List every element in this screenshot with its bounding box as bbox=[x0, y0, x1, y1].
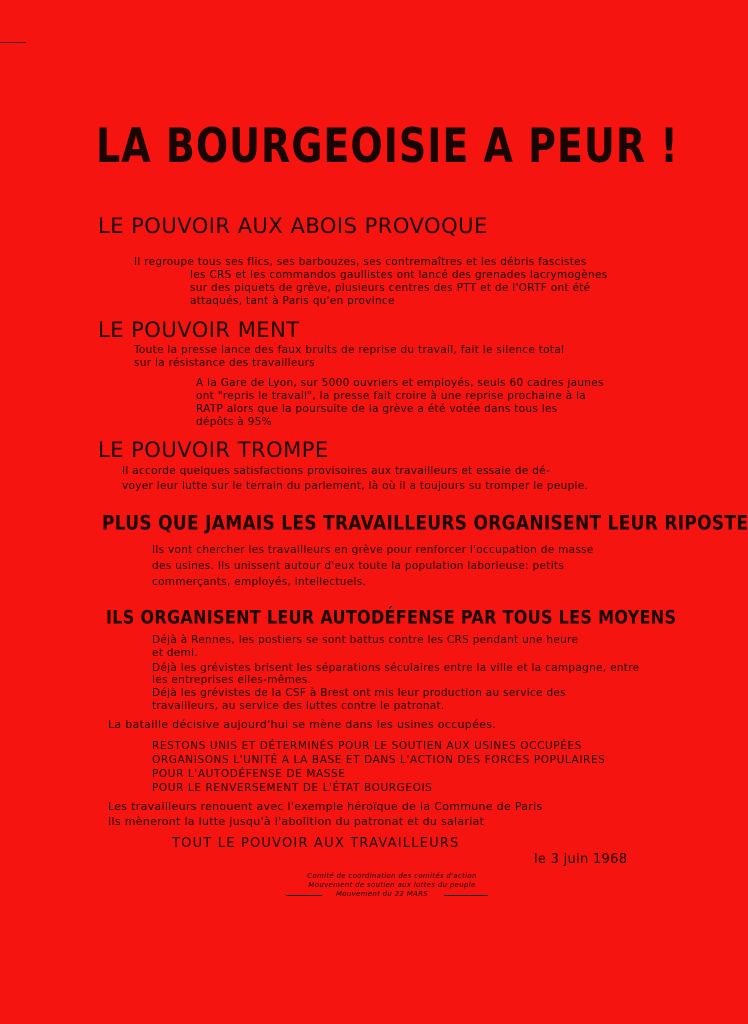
slogan: ORGANISONS L'UNITÉ A LA BASE ET DANS L'ACTION DES FORCES POPULAIRES bbox=[152, 754, 606, 766]
slogan: RESTONS UNIS ET DÉTERMINÉS POUR LE SOUTIEN AUX USINES OCCUPÉES bbox=[152, 740, 582, 752]
slogan: POUR L'AUTODÉFENSE DE MASSE bbox=[152, 768, 346, 780]
section-line: Il accorde quelques satisfactions provisoires aux travailleurs et essaie de dé- bbox=[122, 465, 551, 477]
section-line: commerçants, employés, intellectuels. bbox=[152, 576, 367, 588]
section-line: travailleurs, au service des luttes contre le patronat. bbox=[152, 700, 445, 712]
section-line: les entreprises elles-mêmes. bbox=[152, 674, 312, 686]
signature-line: Mouvement de soutien aux luttes du peuple bbox=[308, 881, 476, 889]
section-line: Déjà à Rennes, les postiers se sont battus contre les CRS pendant une heure bbox=[152, 634, 579, 646]
section-subline: dépôts à 95% bbox=[196, 416, 272, 428]
page-title: LA BOURGEOISIE A PEUR ! bbox=[96, 118, 679, 173]
section-subline: RATP alors que la poursuite de la grève a été votée dans tous les bbox=[196, 403, 558, 415]
section-line: attaqués, tant à Paris qu'en province bbox=[190, 295, 395, 307]
signature-line: Comité de coordination des comités d'action bbox=[307, 872, 477, 880]
signature-line: Mouvement du 22 MARS bbox=[335, 890, 429, 898]
section-line: Ils vont chercher les travailleurs en grève pour renforcer l'occupation de masse bbox=[152, 544, 594, 556]
section-heading-trompe: LE POUVOIR TROMPE bbox=[98, 438, 329, 462]
battle-line: La bataille décisive aujourd'hui se mène dans les usines occupées. bbox=[108, 718, 497, 731]
section-line: Déjà les grévistes brisent les séparations séculaires entre la ville et la campagne, entre bbox=[152, 662, 640, 674]
section-heading-riposte: PLUS QUE JAMAIS LES TRAVAILLEURS ORGANISENT LEUR RIPOSTE bbox=[102, 512, 748, 535]
section-heading-ment: LE POUVOIR MENT bbox=[98, 318, 300, 342]
section-subline: A la Gare de Lyon, sur 5000 ouvriers et employés, seuls 60 cadres jaunes bbox=[196, 377, 604, 389]
slogan: POUR LE RENVERSEMENT DE L'ÉTAT BOURGEOIS bbox=[152, 782, 433, 794]
section-line: Il regroupe tous ses flics, ses barbouzes, ses contremaîtres et les débris fascistes bbox=[134, 256, 587, 268]
commune-line: Les travailleurs renouent avec l'exemple héroïque de la Commune de Paris bbox=[108, 800, 543, 813]
signature-rule-right bbox=[444, 895, 488, 896]
section-line: et demi. bbox=[152, 647, 198, 659]
closing-slogan: TOUT LE POUVOIR AUX TRAVAILLEURS bbox=[172, 836, 460, 851]
signature-rule-left bbox=[286, 895, 322, 896]
commune-line: Ils mèneront la lutte jusqu'à l'abolition du patronat et du salariat bbox=[108, 815, 485, 828]
section-line: Toute la presse lance des faux bruits de reprise du travail, fait le silence total bbox=[134, 344, 565, 356]
tract-date: le 3 juin 1968 bbox=[534, 852, 628, 867]
section-heading-autodefense: ILS ORGANISENT LEUR AUTODÉFENSE PAR TOUS LES MOYENS bbox=[106, 606, 677, 628]
section-line: des usines. Ils unissent autour d'eux toute la population laborieuse: petits bbox=[152, 560, 565, 572]
section-line: sur des piquets de grève, plusieurs centres des PTT et de l'ORTF ont été bbox=[190, 282, 591, 294]
section-line: voyer leur lutte sur le terrain du parlement, là où il a toujours su tromper le peuple. bbox=[122, 480, 589, 492]
section-subline: ont "repris le travail", la presse fait croire à une reprise prochaine à la bbox=[196, 390, 587, 402]
section-line: Déjà les grévistes de la CSF à Brest ont mis leur production au service des bbox=[152, 687, 566, 699]
section-line: les CRS et les commandos gaullistes ont lancé des grenades lacrymogènes bbox=[190, 269, 608, 281]
section-heading-provoque: LE POUVOIR AUX ABOIS PROVOQUE bbox=[98, 214, 488, 238]
section-line: sur la résistance des travailleurs bbox=[134, 357, 315, 369]
